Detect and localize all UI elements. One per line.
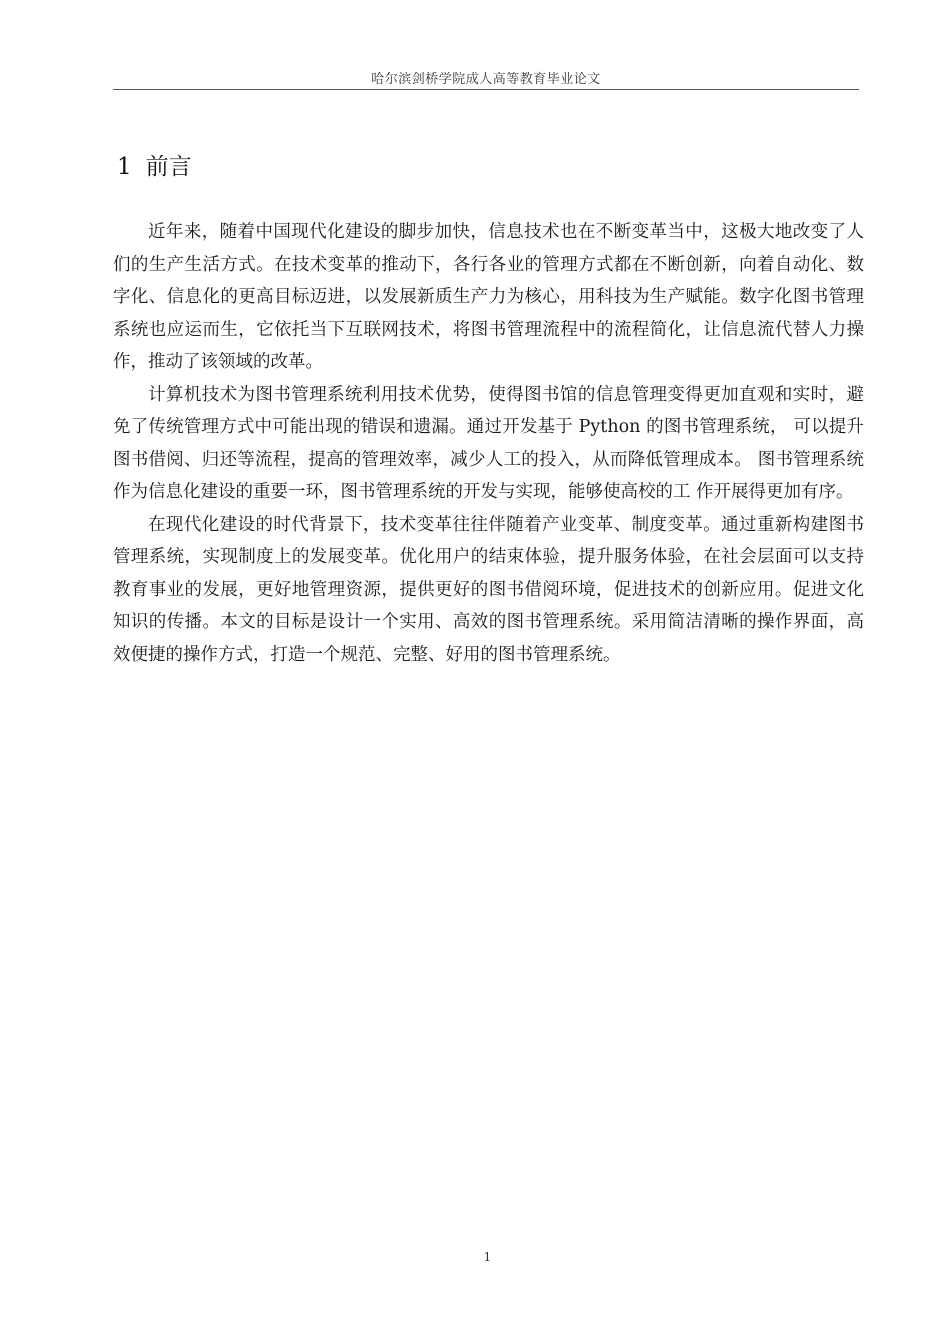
header-divider	[113, 89, 859, 90]
section-number: 1	[117, 154, 132, 180]
paragraph-1: 近年来，随着中国现代化建设的脚步加快，信息技术也在不断变革当中，这极大地改变了人们的生产生活方式。在技术变革的推动下，各行各业的管理方式都在不断创新，向着自动化、数字化、信息化的更高目标迈进，以发展新质生产力为核心，用科技为生产赋能。数字化图书管理系统也应运而生，它依托当下互联网技术，将图书管理流程中的流程简化，让信息流代替人力操作，推动了该领域的改革。	[113, 222, 864, 372]
page-number: 1	[483, 1250, 492, 1264]
body-text	[113, 216, 864, 671]
paragraph-3: 在现代化建设的时代背景下，技术变革往往伴随着产业变革、制度变革。通过重新构建图书管理系统，实现制度上的发展变革。优化用户的结束体验，提升服务体验，在社会层面可以支持教育事业的发展，更好地管理资源，提供更好的图书借阅环境，促进技术的创新应用。促进文化知识的传播。本文的目标是设计一个实用、高效的图书管理系统。采用简洁清晰的操作界面，高效便捷的操作方式，打造一个规范、完整、好用的图书管理系统。	[113, 514, 864, 665]
paragraph-2: 计算机技术为图书管理系统利用技术优势，使得图书馆的信息管理变得更加直观和实时，避免了传统管理方式中可能出现的错误和遗漏。通过开发基于 Python 的图书管理系统， 可以提升图书借阅、归还等流程，提高的管理效率，减少人工的投入，从而降低管理成本。 图书管理系统作为信息化建设的重要一环，图书管理系统的开发与实现，能够使高校的工 作开展得更加有序。	[113, 384, 864, 502]
running-header: 哈尔滨剑桥学院成人高等教育毕业论文	[371, 72, 601, 87]
section-heading	[117, 148, 192, 181]
section-title: 前言	[145, 154, 192, 180]
